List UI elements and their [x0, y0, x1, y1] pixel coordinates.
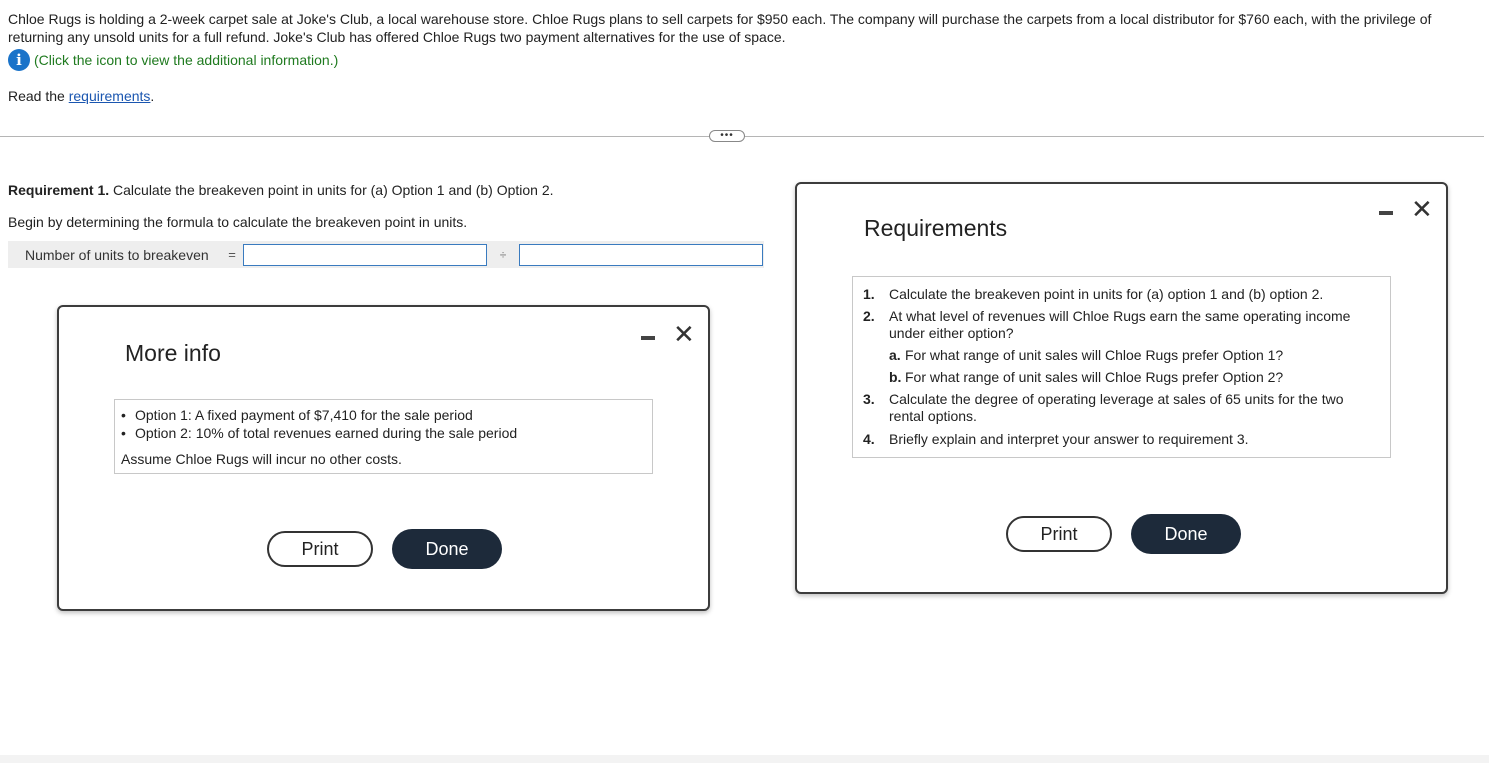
list-item: • Option 2: 10% of total revenues earned during the sale period [121, 425, 518, 441]
list-item: At what level of revenues will Chloe Rugs earn the same operating income under either option? [889, 308, 1351, 341]
item-number: b. [889, 369, 902, 385]
footer-strip [0, 755, 1489, 763]
list-item: For what range of unit sales will Chloe Rugs prefer Option 2? [905, 369, 1284, 385]
list-item: Calculate the degree of operating leverage at sales of 65 units for the two rental options. [889, 391, 1344, 424]
requirements-title: Requirements [864, 215, 1008, 241]
close-icon[interactable]: ✕ [673, 320, 695, 350]
done-button[interactable]: Done [392, 529, 502, 569]
requirements-dialog [795, 182, 1448, 594]
read-suffix: . [150, 88, 155, 104]
additional-info-link[interactable] [8, 49, 338, 71]
more-info-title: More info [125, 340, 221, 366]
breakeven-formula-row [8, 241, 764, 268]
denominator-input[interactable] [519, 244, 763, 266]
assumption-text: Assume Chloe Rugs will incur no other costs. [121, 451, 402, 467]
close-icon[interactable]: ✕ [1411, 195, 1433, 225]
requirements-list [852, 276, 1391, 458]
item-number: 4. [863, 431, 875, 447]
print-button[interactable]: Print [1006, 516, 1112, 552]
read-requirements [8, 88, 154, 104]
item-number: 1. [863, 286, 875, 302]
print-button[interactable]: Print [267, 531, 373, 567]
info-icon[interactable]: i [8, 49, 30, 71]
formula-label: Number of units to breakeven [25, 246, 209, 263]
list-item: • Option 1: A fixed payment of $7,410 for the sale period [121, 407, 473, 423]
equals-sign: = [228, 247, 236, 262]
requirement-1-label: Requirement 1. [8, 182, 110, 198]
more-info-content [114, 399, 653, 474]
requirement-1-text: Calculate the breakeven point in units for (a) Option 1 and (b) Option 2. [109, 182, 554, 198]
divide-sign: ÷ [499, 247, 507, 262]
expand-collapse-button[interactable]: ••• [709, 130, 745, 142]
list-item: For what range of unit sales will Chloe Rugs prefer Option 1? [905, 347, 1284, 363]
problem-statement: Chloe Rugs is holding a 2-week carpet sale at Joke's Club, a local warehouse store. Chloe Rugs plans to sell carpets for $950 each. The company will purchase the carpets from a local distributor for $760 each, with the privilege of returning any unsold units for a full refund. Joke's Club has offered Chloe Rugs two payment alternatives for the use of space. [8, 11, 1432, 45]
more-info-dialog [57, 305, 710, 611]
item-number: a. [889, 347, 901, 363]
minimize-icon[interactable] [641, 336, 655, 340]
requirements-link[interactable]: requirements [68, 88, 151, 104]
requirement-1-heading [8, 182, 554, 198]
item-number: 3. [863, 391, 875, 407]
instruction-text: Begin by determining the formula to calculate the breakeven point in units. [8, 214, 468, 230]
item-number: 2. [863, 308, 875, 324]
minimize-icon[interactable] [1379, 211, 1393, 215]
info-link-text[interactable]: (Click the icon to view the additional information.) [34, 52, 339, 68]
read-prefix: Read the [8, 88, 69, 104]
done-button[interactable]: Done [1131, 514, 1241, 554]
numerator-input[interactable] [243, 244, 487, 266]
list-item: Calculate the breakeven point in units for (a) option 1 and (b) option 2. [889, 286, 1324, 302]
list-item: Briefly explain and interpret your answer to requirement 3. [889, 431, 1249, 447]
